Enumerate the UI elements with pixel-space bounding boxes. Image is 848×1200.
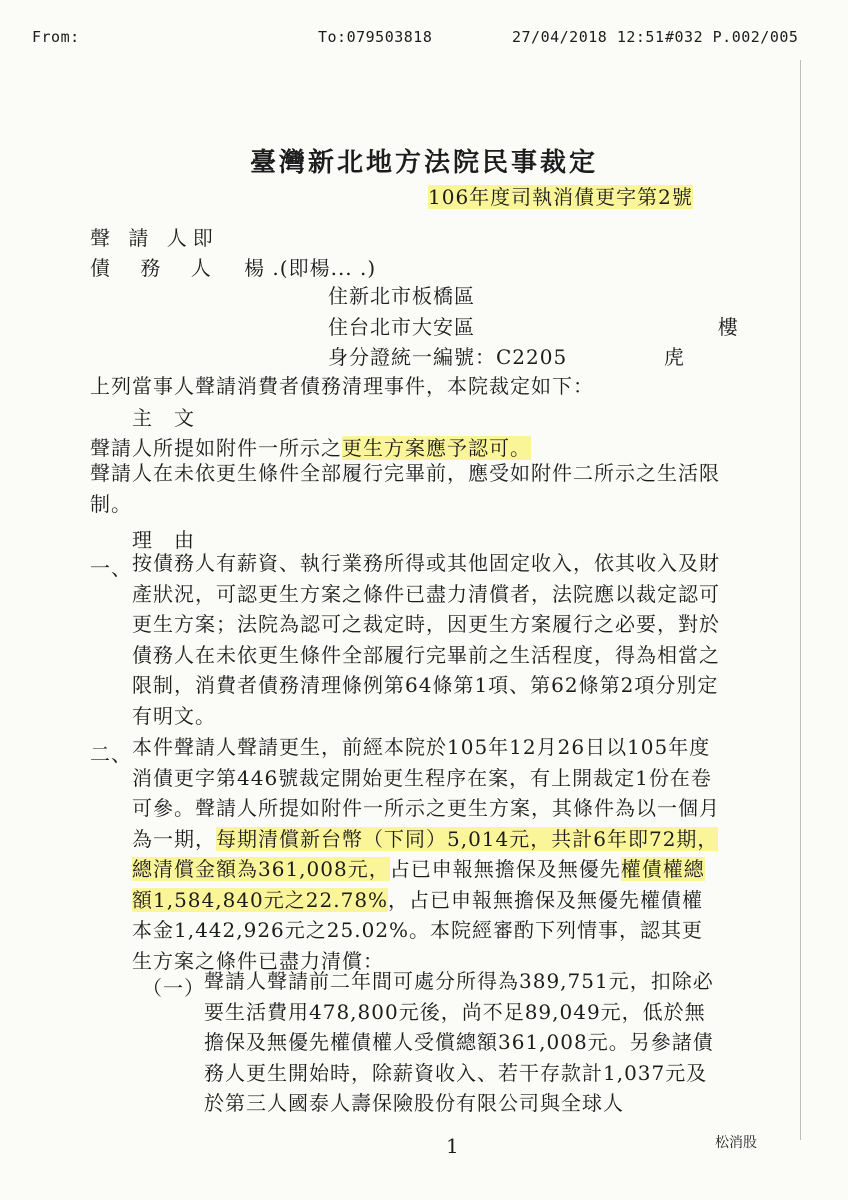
main-text-1a: 聲請人所提如附件一所示之 [90,436,342,460]
main-text-1-highlight: 更生方案應予認可。 [342,436,531,460]
sub-1-label: （一） [142,976,205,1000]
page-edge [800,60,801,1140]
intro-line: 上列當事人聲請消費者債務清理事件，本院裁定如下： [90,374,594,398]
case-number-text: 106年度司執消債更字第2號 [428,185,693,209]
document-title: 臺灣新北地方法院民事裁定 [249,148,598,178]
sub-1-text: 聲請人聲請前二年間可處分所得為389,751元，扣除必要生活費用478,800元後，尚不足89,049元，低於無擔保及無優先權債權人受償總額361,008元。另參諸債務人更生開始時，除薪資收入、若干存款計1,037元及於第三人國泰人壽保險股份有限公司與全球人 [204,969,714,1115]
reason-heading: 理 由 [132,528,195,552]
debtor-label: 債 務 人 [90,256,223,280]
reason-2-part-b: 占已申報無擔保及無優先 [389,857,621,881]
reason-2-part-c: ，占已申報無擔保及無優先權債權本金1,442,926元之25.02%。本院經審酌下列情事，認其更生方案之條件已盡力清償： [132,887,704,973]
address2-suffix: 樓 [717,315,739,339]
debtor-row [90,252,376,281]
reason-1-label: 一、 [90,556,132,580]
address2-text: 住台北市大安區 [328,315,475,339]
reason-2-part-a: 本件聲請人聲請更生，前經本院於105年12月26日以105年度消債更字第446號裁定開始更生程序在案，有上開裁定1份在卷可參。聲請人所提如附件一所示之更生方案，其條件為以一個月為一期， [132,735,720,851]
case-number [428,181,693,210]
fax-from: From: [32,28,80,46]
applicant-label: 聲 請 人即 [90,226,219,250]
reason-2-highlight-2: 權債權總額1,584,840元之22.78% [132,857,705,912]
main-text-1 [90,432,531,461]
fax-to: To:079503818 [318,28,433,46]
reason-1-text: 按債務人有薪資、執行業務所得或其他固定收入，依其收入及財產狀況，可認更生方案之條件已盡力清償者，法院應以裁定認可更生方案；法院為認可之裁定時，因更生方案履行之必要，對於債務人在未依更生條件全部履行完畢前之生活程度，得為相當之限制，消費者債務清理條例第64條第1項、第62條第2項分別定有明文。 [132,551,720,728]
fax-datetime: 27/04/2018 12:51 [512,28,665,46]
fax-page: #032 P.002/005 [665,28,799,46]
main-text-2: 聲請人在未依更生條件全部履行完畢前，應受如附件二所示之生活限制。 [90,461,720,516]
address-line-1: 住新北市板橋區 [328,284,475,308]
reason-2-text [132,732,720,976]
main-heading: 主 文 [132,406,195,430]
id-text: 身分證統一編號：C2205 [328,345,568,369]
id-suffix: 虎 [663,345,685,369]
debtor-name: 楊 .(即楊... .) [244,256,377,280]
page-number: 1 [446,1134,459,1158]
id-line [328,341,685,370]
address-line-2 [328,311,739,340]
reason-2-label: 二、 [90,742,132,766]
footer-stamp: 松消股 [715,1135,757,1151]
reason-2-highlight-1: 每期清償新台幣（下同）5,014元，共計6年即72期，總清償金額為361,008元， [132,826,719,881]
